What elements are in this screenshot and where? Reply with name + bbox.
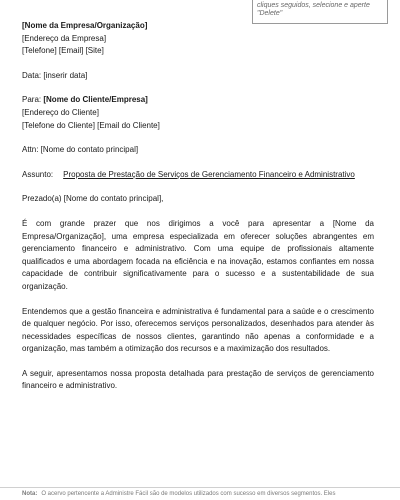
recipient-line — [22, 94, 374, 107]
subject-label: Assunto: — [22, 169, 54, 179]
subject-line — [22, 169, 374, 182]
recipient-prefix: Para: — [22, 95, 42, 105]
footer-label: Nota: — [22, 491, 38, 497]
tip-text: cliques seguidos, selecione e aperte "Delete" — [257, 2, 370, 17]
subject-text: Proposta de Prestação de Serviços de Gerenciamento Financeiro e Administrativo — [63, 169, 355, 179]
footer-note — [0, 487, 400, 500]
attn-line: Attn: [Nome do contato principal] — [22, 145, 139, 155]
footer-text: O acervo pertencente a Administre Fácil são de modelos utilizados com sucesso em diversos segmentos. Eles — [41, 491, 336, 497]
paragraph-intro: É com grande prazer que nos dirigimos a você para apresentar a [Nome da Empresa/Organização], uma empresa especializada em oferecer soluções abrangentes em gerenciamento financeiro e administrativo. Com uma equipe de profissionais altamente qualificados e uma abordagem focada na eficiência e na inovação, estamos confiantes em nossa capacidade de contribuir significativamente para o sucesso e a sustentabilidade de sua organização. — [22, 218, 374, 291]
recipient-address: [Endereço do Cliente] — [22, 107, 99, 117]
sender-address: [Endereço da Empresa] — [22, 33, 107, 43]
sender-name: [Nome da Empresa/Organização] — [22, 21, 148, 30]
letter-date: Data: [inserir data] — [22, 70, 88, 80]
paragraph-proposal: A seguir, apresentamos nossa proposta detalhada para prestação de serviços de gerenciamento financeiro e administrativo. — [22, 368, 374, 391]
recipient-contact: [Telefone do Cliente] [Email do Cliente] — [22, 120, 160, 130]
greeting: Prezado(a) [Nome do contato principal], — [22, 194, 164, 204]
sender-contact: [Telefone] [Email] [Site] — [22, 46, 104, 56]
document-body — [22, 20, 374, 393]
recipient-name: [Nome do Cliente/Empresa] — [43, 95, 148, 105]
paragraph-management: Entendemos que a gestão financeira e administrativa é fundamental para a saúde e o crescimento de qualquer negócio. Por isso, oferecemos serviços personalizados, desenhados para atender às necessidades específicas de nossos clientes, garantindo não apenas a conformidade e a organização, mas também a otimização dos recursos e a maximização dos resultados. — [22, 306, 374, 354]
